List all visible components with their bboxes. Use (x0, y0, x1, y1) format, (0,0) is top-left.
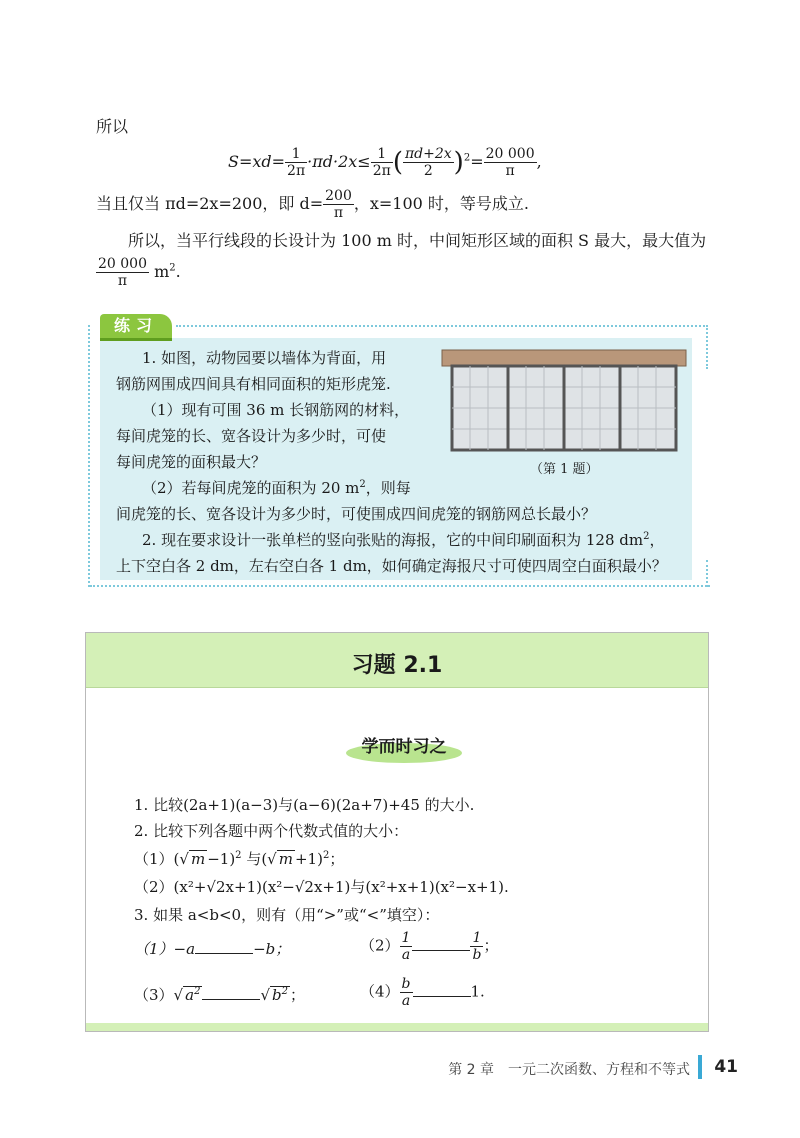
problem-2-2: （2）(x²+√2x+1)(x²−√2x+1)与(x²+x+1)(x²−x+1). (134, 878, 509, 896)
exercise-tag: 练习 (100, 314, 172, 338)
formula-s-var: S (228, 152, 239, 171)
p31-after: −b； (253, 940, 291, 958)
q2-line1-a: 2. 现在要求设计一张单栏的竖向张贴的海报，它的中间印刷面积为 128 dm (142, 531, 644, 549)
p33-radicand1: $a^2$ (185, 986, 201, 1004)
p32-label: （2） (360, 936, 400, 955)
formula-eq2: = (271, 152, 286, 171)
conclusion-value (96, 256, 181, 289)
fraction-b-over-a: $\frac{b}{a}$ (401, 976, 411, 1009)
exercise-border-bottom (90, 585, 710, 587)
fraction-1-over-2pi-b: $\frac{1}{2\pi}$ (372, 146, 391, 179)
p33-radicand2: $b^2$ (272, 986, 288, 1004)
sqrt-sign-3: √ (173, 986, 184, 1004)
page-number: 41 (714, 1057, 738, 1077)
learn-badge (346, 735, 462, 761)
condition-line (96, 188, 529, 221)
formula-s (228, 146, 542, 179)
formula-end: , (536, 152, 542, 171)
fraction-1-over-a: $\frac{1}{a}$ (401, 930, 411, 963)
answer-blank-1[interactable] (195, 940, 253, 954)
chapter-title: 第 2 章 一元二次函数、方程和不等式 (448, 1062, 690, 1078)
cond-pre: 当且仅当 πd=2x=200，即 d= (96, 194, 324, 213)
exercise-border-right-bottom (706, 560, 708, 587)
exercise-border-right-top (706, 325, 708, 369)
q2-line1-b: ， (649, 531, 665, 549)
problem-3-4 (360, 976, 485, 1009)
learn-badge-text: 学而时习之 (361, 737, 447, 757)
q1-line3: （1）现有可围 36 m 长钢筋网的材料， (142, 401, 410, 419)
fraction-1-over-b: $\frac{1}{b}$ (472, 930, 482, 963)
concl-unit: m (154, 262, 170, 281)
formula-eq3: = (470, 152, 484, 171)
problem-3: 3. 如果 a<b<0，则有（用“>”或“<”填空）： (134, 906, 440, 924)
wall-top (442, 350, 686, 366)
tiger-cage-figure (440, 348, 690, 458)
p33-label: （3） (134, 986, 174, 1004)
p34-label: （4） (360, 982, 400, 1001)
p21-sqrt1: m (190, 850, 206, 868)
q1-line7: 间虎笼的长、宽各设计为多少时，可使围成四间虎笼的钢筋网总长最小？ (116, 505, 597, 523)
answer-blank-4[interactable] (413, 983, 471, 997)
q2-line1 (142, 530, 664, 550)
q2-line1-sup: 2 (643, 531, 650, 542)
answer-blank-3[interactable] (202, 986, 260, 1000)
p21-pre: （1）( (134, 850, 180, 868)
p34-end: 1. (470, 982, 485, 1001)
paren-close: ) (453, 147, 464, 178)
sqrt-sign-1: √ (179, 850, 189, 868)
page-footer (420, 1055, 750, 1081)
fraction-pid-2x: $\frac{\pi d+2x}{2}$ (404, 146, 452, 179)
problem-3-2 (360, 930, 498, 963)
q1-line2: 钢筋网围成四间具有相同面积的矩形虎笼. (116, 375, 391, 393)
problem-2-1 (134, 848, 344, 870)
p21-end1: +1) (294, 850, 323, 868)
q1-line6-b: ，则每 (365, 479, 411, 497)
formula-eq1: = (238, 152, 253, 171)
p21-sup1: 2 (235, 850, 242, 861)
q2-line2: 上下空白各 2 dm，左右空白各 1 dm，如何确定海报尺寸可使四周空白面积最小？ (116, 557, 667, 575)
problem-3-3 (134, 984, 305, 1006)
formula-xd: xd (252, 152, 272, 171)
p21-mid: −1) (207, 850, 236, 868)
p21-and: 与( (241, 850, 268, 868)
figure-caption: （第 1 题） (530, 462, 599, 477)
sqrt-sign-2: √ (267, 850, 277, 868)
p21-end: ； (329, 850, 345, 868)
fraction-20000-over-pi-b: $\frac{20 000}{\pi}$ (98, 256, 147, 289)
footer-bar (698, 1055, 702, 1079)
problem-3-1 (134, 938, 290, 960)
p21-sup2: 2 (322, 850, 330, 861)
cond-post: ，x=100 时，等号成立. (353, 194, 530, 213)
paren-open: ( (392, 147, 403, 178)
fraction-20000-over-pi: $\frac{20 000}{\pi}$ (485, 146, 535, 179)
q1-line4: 每间虎笼的长、宽各设计为多少时，可使 (116, 427, 387, 445)
section-footer-bar (86, 1023, 708, 1031)
fraction-1-over-2pi: $\frac{1}{2\pi}$ (287, 146, 306, 179)
p32-end: ； (483, 936, 499, 955)
q1-line6-sup: 2 (359, 479, 366, 490)
q1-line5: 每间虎笼的面积最大？ (116, 453, 267, 471)
formula-mid: ·πd·2x≤ (307, 152, 371, 171)
answer-blank-2[interactable] (412, 937, 470, 951)
conclusion-line: 所以，当平行线段的长设计为 100 m 时，中间矩形区域的面积 S 最大，最大值为 (128, 231, 707, 250)
exercise-border-top (176, 325, 708, 327)
problem-2: 2. 比较下列各题中两个代数式值的大小： (134, 822, 409, 840)
p21-sqrt2: m (278, 850, 293, 868)
concl-end: . (175, 262, 181, 281)
problem-1: 1. 比较(2a+1)(a−3)与(a−6)(2a+7)+45 的大小. (134, 796, 475, 814)
q1-line1: 1. 如图，动物园要以墙体为背面，用 (142, 349, 387, 367)
q1-line6-a: （2）若每间虎笼的面积为 20 m (142, 479, 360, 497)
intro-text: 所以 (96, 117, 129, 136)
q1-line6 (142, 478, 411, 498)
fraction-200-over-pi: $\frac{200}{\pi}$ (325, 188, 352, 221)
square-exp: 2 (463, 152, 471, 164)
section-title: 习题 2.1 (351, 653, 443, 678)
concl-unit-sup: 2 (169, 262, 176, 274)
p33-end: ； (289, 986, 305, 1004)
p31-label: （1）−a (134, 940, 196, 958)
sqrt-sign-4: √ (260, 986, 270, 1004)
